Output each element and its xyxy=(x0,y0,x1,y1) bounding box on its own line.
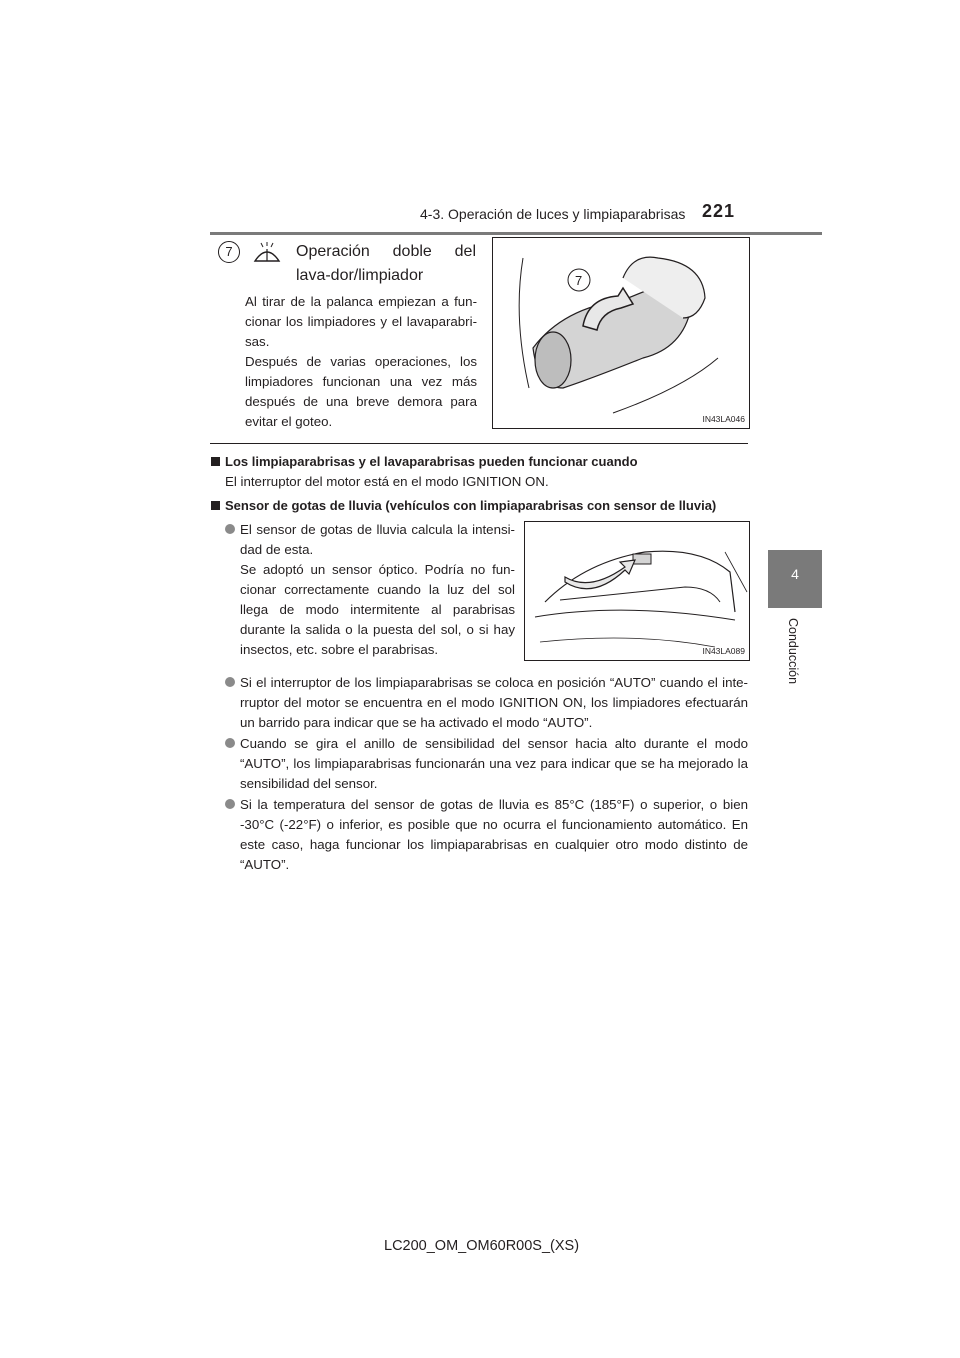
chapter-label-text: Conducción xyxy=(786,618,800,685)
note-heading-1: Los limpiaparabrisas y el lavaparabrisas pueden funcionar cuando xyxy=(211,454,638,469)
step-number-circle: 7 xyxy=(218,241,240,263)
auto-mode-bullet: Si el interruptor de los limpiaparabrisas se coloca en posición “AUTO” cuando el inte-rruptor del motor se encuentra en el modo IGNITION ON, los limpiadores efectuarán un barrido para indicar que se ha activado el modo “AUTO”. xyxy=(240,675,748,730)
note-heading-2: Sensor de gotas de lluvia (vehículos con limpiaparabrisas con sensor de lluvia) xyxy=(211,498,716,513)
item-paragraph-1: Al tirar de la palanca empiezan a fun-cionar los limpiadores y el lavaparabri-sas. xyxy=(245,294,477,349)
wiper-lever-illustration xyxy=(492,237,750,429)
chapter-number: 4 xyxy=(791,566,799,582)
rain-sensor-bullet-1a: El sensor de gotas de lluvia calcula la intensi-dad de esta. xyxy=(240,522,515,557)
section-rule xyxy=(210,443,748,444)
bullet-dot-icon xyxy=(225,738,235,748)
rain-sensor-bullet-1b: Se adoptó un sensor óptico. Podría no fun-cionar correctamente cuando la luz del sol llega de modo intermitente al parabrisas durante la salida o la puesta del sol, o si hay insectos, etc. sobre el parabrisas. xyxy=(240,562,515,657)
bullet-dot-icon xyxy=(225,677,235,687)
note-text-1: El interruptor del motor está en el modo IGNITION ON. xyxy=(225,474,549,489)
sensitivity-bullet: Cuando se gira el anillo de sensibilidad del sensor hacia alto durante el modo “AUTO”, los limpiaparabrisas funcionarán una vez para indicar que se ha mejorado la sensibilidad del sensor. xyxy=(240,736,748,791)
bullet-dot-icon xyxy=(225,799,235,809)
figure-code: IN43LA046 xyxy=(702,414,745,424)
header-rule xyxy=(210,232,822,235)
wiper-lever-drawing xyxy=(493,238,749,428)
figure-callout: 7 xyxy=(575,273,583,288)
document-code-footer: LC200_OM_OM60R00S_(XS) xyxy=(384,1238,580,1254)
temperature-bullet: Si la temperatura del sensor de gotas de lluvia es 85°C (185°F) o superior, o bien -30°C (-22°F) o inferior, es posible que no ocurra el funcionamiento automático. En este caso, haga funcionar los limpiaparabrisas en cualquier otro modo distinto de “AUTO”. xyxy=(240,797,748,872)
figure-code-2: IN43LA089 xyxy=(702,646,745,656)
bullet-dot-icon xyxy=(225,524,235,534)
item-paragraph-2: Después de varias operaciones, los limpiadores funcionan una vez más después de una breve demora para evitar el goteo. xyxy=(245,354,477,429)
item-heading: Operación doble del lava-dor/limpiador xyxy=(296,243,476,284)
chapter-label xyxy=(784,618,804,708)
square-bullet-icon xyxy=(211,457,220,466)
windshield-drawing xyxy=(525,522,749,660)
running-header-title: 4-3. Operación de luces y limpiaparabrisas xyxy=(420,206,686,222)
rain-sensor-illustration xyxy=(524,521,750,661)
windshield-washer-icon xyxy=(253,241,281,265)
page-number: 221 xyxy=(702,201,736,221)
square-bullet-icon xyxy=(211,501,220,510)
